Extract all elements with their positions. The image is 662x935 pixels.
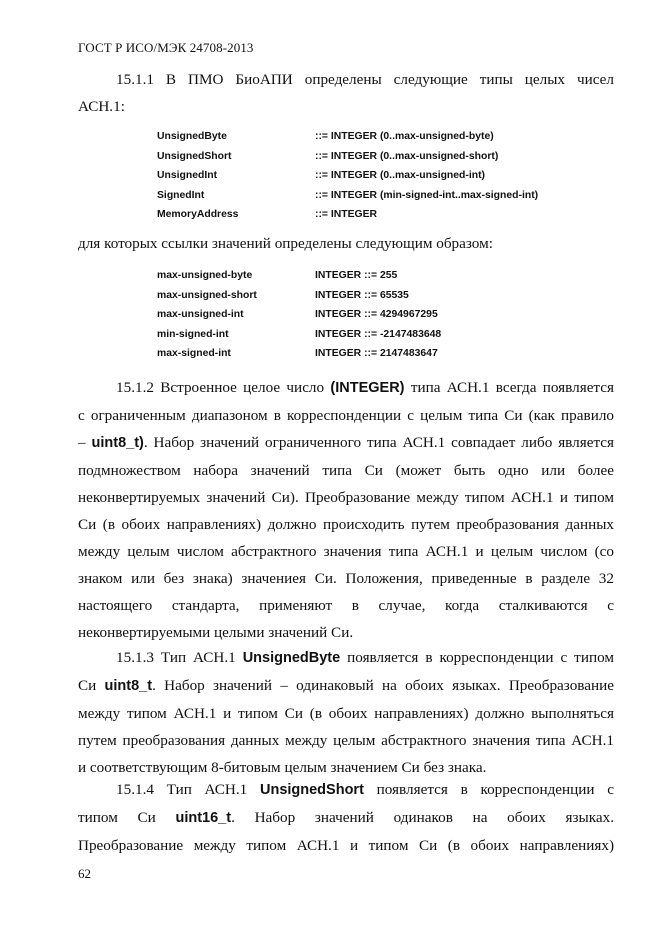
text-line: подмножеством набора значений типа Си (может быть одно или более [78, 462, 614, 479]
type-name: MemoryAddress [157, 209, 239, 220]
type-name: UnsignedInt [157, 170, 218, 181]
text-line: и соответствующим 8-битовым целым значением Си без знака. [78, 759, 487, 776]
value-row [157, 286, 441, 306]
type-name: UnsignedShort [157, 150, 232, 162]
value-row [157, 344, 441, 364]
text-span: 15.1.3 Тип АСН.1 [116, 649, 243, 666]
text-line: Преобразование между типом АСН.1 и типом Си (в обоих направлениях) [78, 837, 614, 854]
text-span: появляется в корреспонденции с типом [340, 649, 614, 666]
text-span: 15.1.4 Тип АСН.1 [116, 781, 260, 798]
value-name: max-unsigned-int [157, 309, 244, 320]
type-row [157, 166, 538, 186]
type-row [157, 127, 538, 147]
value-row [157, 325, 441, 345]
value-def: INTEGER ::= 255 [315, 270, 398, 281]
text-line: неконвертируемыми целыми значений Си. [78, 624, 354, 641]
value-row [157, 305, 441, 325]
paragraph-15-1-3 [78, 644, 614, 781]
paragraph-value-intro [78, 230, 614, 257]
text-line: АСН.1: [78, 98, 125, 115]
text-line [78, 672, 614, 700]
type-def: ::= INTEGER (0..max-unsigned-int) [315, 170, 486, 181]
type-definitions [157, 127, 538, 225]
text-line [78, 804, 614, 832]
value-def: INTEGER ::= -2147483648 [315, 328, 442, 340]
value-def: INTEGER ::= 2147483647 [315, 348, 438, 359]
type-row [157, 186, 538, 206]
value-name: max-signed-int [157, 348, 231, 359]
text-line: между типом АСН.1 и типом Си (в обоих направлениях) должно выполняться [78, 705, 614, 722]
keyword-integer: (INTEGER) [330, 380, 405, 396]
text-line: с ограниченным диапазоном в корреспонденции с целым типа Си (как правило [78, 407, 614, 424]
text-line: между целым числом абстрактного значения типа АСН.1 и целым числом (со [78, 543, 614, 560]
value-def: INTEGER ::= 65535 [315, 289, 409, 301]
value-def: INTEGER ::= 4294967295 [315, 309, 438, 320]
document-header: ГОСТ Р ИСО/МЭК 24708-2013 [78, 40, 254, 55]
type-def: ::= INTEGER (0..max-unsigned-short) [315, 150, 499, 162]
text-line [78, 429, 614, 457]
text-span: типом Си [78, 809, 176, 826]
text-line [78, 776, 614, 804]
type-row [157, 205, 538, 225]
text-line [78, 644, 614, 672]
keyword-unsignedshort: UnsignedShort [259, 782, 364, 798]
text-line: путем преобразования данных между целым абстрактного значения типа АСН.1 [78, 732, 614, 749]
text-span: 15.1.2 Встроенное целое число [116, 379, 331, 396]
keyword-uint16: uint16_t [175, 810, 232, 826]
paragraph-15-1-4 [78, 776, 614, 859]
value-name: max-unsigned-byte [157, 270, 253, 281]
value-name: max-unsigned-short [157, 289, 257, 301]
text-span: появляется в корреспонденции с [363, 781, 615, 798]
text-line [78, 374, 614, 402]
page-number: 62 [78, 866, 91, 881]
text-span: . Набор значений ограниченного типа АСН.1 совпадает либо является [143, 434, 615, 451]
type-def: ::= INTEGER [315, 209, 378, 220]
text-span: . Набор значений – одинаковый на обоих языках. Преобразование [152, 677, 614, 694]
value-name: min-signed-int [157, 328, 229, 340]
type-name: UnsignedByte [157, 131, 227, 142]
value-row [157, 266, 441, 286]
text-line: Си (в обоих направлениях) должно происходить путем преобразования данных [78, 516, 614, 533]
text-span: типа АСН.1 всегда появляется [404, 379, 614, 396]
type-row [157, 147, 538, 167]
type-name: SignedInt [157, 189, 205, 201]
keyword-uint8: uint8_t [104, 678, 153, 694]
text-line: для которых ссылки значений определены следующим образом: [78, 235, 493, 252]
text-line: 15.1.1 В ПМО БиоАПИ определены следующие типы целых чисел [116, 71, 614, 88]
text-line: настоящего стандарта, применяют в случае, когда сталкиваются с [78, 597, 614, 614]
text-span: Си [78, 677, 105, 694]
type-def: ::= INTEGER (min-signed-int..max-signed-int) [315, 189, 539, 201]
text-span: . Набор значений одинаков на обоих языках. [231, 809, 614, 826]
paragraph-15-1-1 [78, 66, 614, 120]
text-span: – [78, 434, 92, 451]
paragraph-15-1-2 [78, 374, 614, 646]
text-line: неконвертируемых значений Си). Преобразование между типом АСН.1 и типом [78, 489, 614, 506]
type-def: ::= INTEGER (0..max-unsigned-byte) [315, 131, 494, 142]
keyword-unsignedbyte: UnsignedByte [242, 650, 341, 666]
text-line: знаком или без знака) значениея Си. Положения, приведенные в разделе 32 [78, 570, 614, 587]
keyword-uint8: uint8_t) [91, 435, 144, 451]
value-definitions [157, 266, 441, 364]
